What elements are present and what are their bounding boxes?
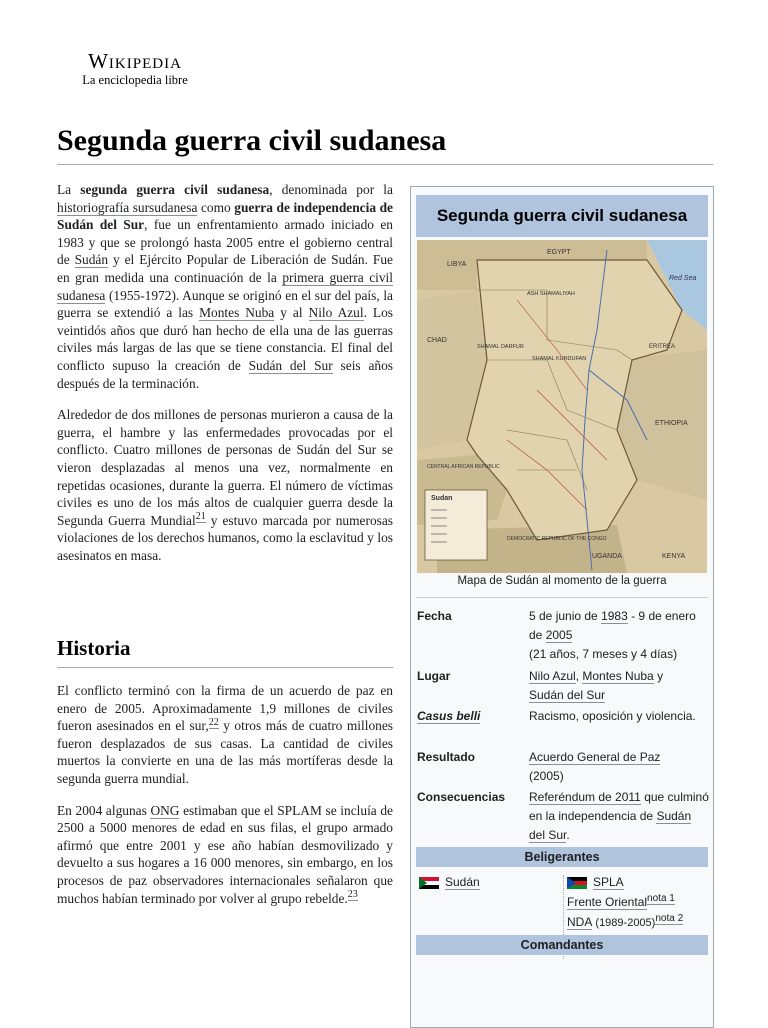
map-label-egypt: EGYPT [547, 249, 571, 256]
section-heading-historia: Historia [57, 636, 131, 660]
infobox [410, 186, 714, 1028]
link-side-sudan[interactable]: Sudán [445, 875, 480, 889]
title-divider [57, 164, 713, 165]
belligerent-side-1 [419, 872, 480, 892]
map-label-car: CENTRAL AFRICAN REPUBLIC [427, 464, 500, 470]
link-1983[interactable]: 1983 [601, 609, 628, 623]
map-label-kenya: KENYA [662, 553, 686, 560]
paragraph-intro: La segunda guerra civil sudanesa, denominada por la historiografía sursudanesa como guerra de independencia de Sudán del Sur, fue un enfrentamiento armado iniciado en 1983 y que se prolongó hasta 2005 entre el gobierno central de Sudán y el Ejército Popular de Liberación de Sudán. Fue en gran medida una continuación de la primera guerra civil sudanesa (1955-1972). Aunque se originó en el sur del país, la guerra se extendió a las Montes Nuba y al Nilo Azul. Los veintidós años que duró han hecho de ella una de las guerras civiles más largas de las que se tiene constancia. El final del conflicto supuso la creación de Sudán del Sur seis años después de la terminación. [57, 182, 394, 391]
label-resultado: Resultado [417, 750, 476, 764]
link-sudan-del-sur-consec[interactable]: Sudán del Sur [529, 809, 692, 842]
value-casus-belli: Racismo, oposición y violencia. [529, 709, 696, 723]
map-label-ethiopia: ETHIOPIA [655, 420, 688, 427]
map-label-darfur: SHAMAL DARFUR [477, 344, 524, 350]
band-comandantes: Comandantes [416, 935, 708, 955]
paragraph-victims: Alrededor de dos millones de personas murieron a causa de la guerra, el hambre y las enfermedades provocadas por el conflicto. Cuatro millones de personas de Sudán del Sur se vieron desplazadas al menos una vez, normalmente en repetidas ocasiones, durante la guerra. El número de víctimas civiles es uno de los más altos de cualquier guerra desde la Segunda Guerra Mundial$^{21}$ y estuvo marcada por numerosas violaciones de los derechos humanos, como la esclavitud y los asesinatos en masa. [57, 407, 394, 563]
map-label-eritrea: ERITREA [649, 344, 676, 350]
sudan-map[interactable] [417, 240, 707, 573]
link-historiografia[interactable]: historiografía sursudanesa [57, 199, 198, 215]
link-nilo-azul-ib[interactable]: Nilo Azul [529, 669, 576, 683]
bold-term: segunda guerra civil sudanesa [80, 182, 270, 197]
intro-section [57, 181, 393, 576]
wikipedia-logo[interactable] [75, 50, 195, 88]
note-1[interactable]: nota 1 [647, 893, 675, 904]
reference-23[interactable]: 23 [347, 889, 358, 901]
label-lugar: Lugar [417, 669, 451, 683]
note-2[interactable]: nota 2 [655, 913, 684, 924]
link-sudan[interactable]: Sudán [74, 252, 109, 268]
paragraph-children: En 2004 algunas ONG estimaban que el SPLAM se incluía de 2500 a 5000 menores de edad en sus filas, el grupo armado afirmó que entre 2001 y ese año habían desmovilizado y devuelto a sus hogares a 16 000 menores, sin embargo, en los procesos de paz observadores internacionales señalaron que muchos habían terminado por volver al grupo rebelde.$^{23}$ [57, 802, 393, 906]
map-label-libya: LIBYA [447, 261, 467, 268]
label-fecha: Fecha [417, 609, 452, 623]
wikipedia-tagline: La enciclopedia libre [82, 73, 188, 87]
map-label-drc: DEMOCRATIC REPUBLIC OF THE CONGO [507, 536, 607, 542]
link-frente-oriental[interactable]: Frente Oriental [567, 895, 648, 909]
band-beligerantes: Beligerantes [416, 847, 708, 867]
historia-section [57, 682, 393, 919]
link-casus-belli[interactable]: Casus belli [417, 709, 481, 723]
link-montes-nuba[interactable]: Montes Nuba [199, 305, 275, 321]
link-montes-nuba-ib[interactable]: Montes Nuba [582, 669, 654, 683]
reference-21[interactable]: 21 [195, 511, 206, 523]
link-sudan-del-sur[interactable]: Sudán del Sur [248, 357, 333, 373]
section-divider [57, 667, 393, 668]
link-2005[interactable]: 2005 [545, 628, 573, 642]
page-title: Segunda guerra civil sudanesa [57, 124, 447, 157]
link-sudan-del-sur-ib[interactable]: Sudán del Sur [529, 688, 606, 702]
label-consecuencias: Consecuencias [417, 790, 506, 804]
map-label-kurdufan: SHAMAL KURDUFAN [532, 356, 587, 362]
value-fecha: 5 de junio de 1983 - 9 de enero de 2005 (21 años, 7 meses y 4 días) [529, 609, 696, 661]
bold-alt-name: guerra de independencia de Sudán del Sur [57, 199, 393, 233]
link-acuerdo-paz[interactable]: Acuerdo General de Paz [529, 750, 661, 764]
value-resultado: Acuerdo General de Paz (2005) [529, 750, 661, 783]
link-ong[interactable]: ONG [150, 802, 180, 818]
reference-22[interactable]: 22 [208, 716, 219, 728]
map-caption: Mapa de Sudán al momento de la guerra [457, 575, 667, 587]
link-nilo-azul[interactable]: Nilo Azul [308, 305, 364, 321]
map-label-red-sea: Red Sea [669, 275, 697, 282]
map-label-chad: CHAD [427, 337, 447, 344]
link-nda[interactable]: NDA [567, 915, 593, 929]
link-primera-guerra[interactable]: primera guerra civil sudanesa [57, 269, 393, 303]
value-consecuencias: Referéndum de 2011 que culminó en la independencia de Sudán del Sur. [529, 790, 709, 842]
link-referendum[interactable]: Referéndum de 2011 [529, 790, 641, 804]
value-lugar: Nilo Azul, Montes Nuba y Sudán del Sur [529, 669, 664, 702]
sudan-flag-icon [419, 877, 439, 889]
map-label-shamaliyah: ASH SHAMALIYAH [527, 291, 575, 297]
south-sudan-flag-icon [567, 877, 587, 889]
paragraph-history: El conflicto terminó con la firma de un acuerdo de paz en enero de 2005. Aproximadamente 1,9 millones de civiles fueron asesinados en el sur,$^{22}$ y otros más de cuatro millones fueron desplazados de sus casas. La cantidad de civiles muertos la convierte en una de las más mortíferas desde la segunda guerra mundial. [57, 683, 393, 786]
link-spla[interactable]: SPLA [593, 875, 624, 889]
wikipedia-wordmark: Wikipedia [88, 49, 182, 73]
belligerent-side-2: SPLA Frente Oriental$^{nota 1}$ NDA (1989-2005)$^{nota 2}$ [567, 875, 684, 929]
map-legend-title: Sudan [431, 495, 453, 502]
infobox-title: Segunda guerra civil sudanesa [416, 195, 708, 237]
infobox-divider [416, 597, 708, 598]
map-label-uganda: UGANDA [592, 553, 622, 560]
